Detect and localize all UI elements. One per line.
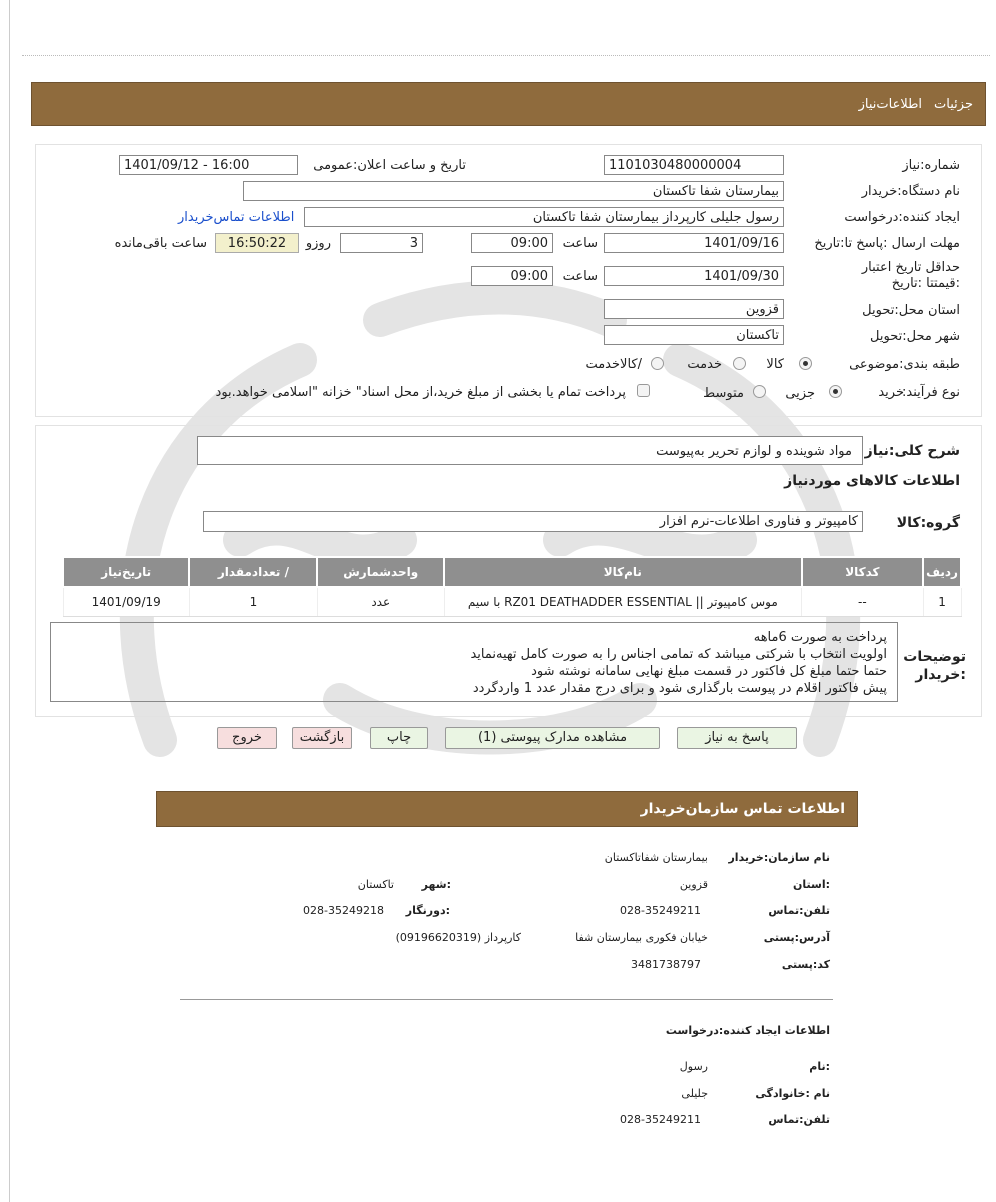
validity-label: حداقل تاریخ اعتبار :قیمتتا :تاریخ [861,260,960,291]
cell-name: موس کامپیوتر || RZ01 DEATHADDER ESSENTIAL با سیم [444,587,802,617]
cell-qty: 1 [189,587,317,617]
contact-postal-value: 3481738797 [631,958,701,971]
city-field: تاکستان [604,325,784,345]
contact-phone-value: 028-35249211 [620,904,701,917]
buyer-org-label: نام دستگاه:خریدار [861,184,960,199]
need-number-field: 1101030480000004 [604,155,784,175]
process-radio-minor[interactable] [829,385,842,398]
days-field: 3 [340,233,423,253]
category-radio-goods[interactable] [799,357,812,370]
note-line: پیش فاکتور اقلام در پیوست بارگذاری شود و برای درج مقدار عدد 1 واردگردد [472,681,887,696]
contact-section-header [156,791,858,827]
note-line: اولویت انتخاب با شرکتی میباشد که تمامی اجناس را به صورت کامل تهیه‌نماید [470,647,887,662]
contact-province-value: قزوین [679,878,708,891]
goods-group-field: کامپیوتر و فناوری اطلاعات-نرم افزار [203,511,863,532]
goods-section-title: اطلاعات کالاهای موردنیاز [784,473,960,489]
requester-phone-label: تلفن:تماس [768,1113,830,1126]
contact-province-label: :استان [793,878,830,891]
col-header-unit: واحدشمارش [317,557,444,587]
contact-org-value: بیمارستان شفاتاکستان [604,851,708,864]
contact-city-label: :شهر [421,878,451,891]
days-label: روزو [305,236,331,251]
table-row [63,587,961,617]
deadline-date-field: 1401/09/16 [604,233,784,253]
treasury-payment-note: پرداخت تمام یا بخشی از مبلغ خرید،از محل اسناد" خزانه "اسلامی خواهد.بود [215,385,626,400]
category-label: طبقه بندی:موضوعی [849,357,960,372]
buyer-org-field: بیمارستان شفا تاکستان [243,181,784,201]
process-label: نوع فرآیند: [902,385,960,400]
buyer-contact-link[interactable]: اطلاعات تماس‌خریدار [178,210,295,225]
goods-table [62,556,962,617]
exit-button[interactable]: خروج [217,727,277,749]
summary-label: شرح کلی:نیاز [864,443,960,459]
process-option-medium: متوسط [703,386,744,401]
breadcrumb-details[interactable]: جزئیات [934,96,973,112]
category-option-goods: کالا [766,357,784,372]
contact-fax-value: 028-35249218 [303,904,384,917]
validity-hour-label: ساعت [562,269,598,284]
process-radio-medium[interactable] [753,385,766,398]
col-header-code: کدکالا [802,557,923,587]
goods-group-label: گروه:کالا [896,515,960,531]
validity-time-field: 09:00 [471,266,553,286]
buyer-notes-box [50,622,898,702]
remaining-label: ساعت باقی‌مانده [114,236,207,251]
col-header-date: تاریخ‌نیاز [63,557,189,587]
announce-label: تاریخ و ساعت اعلان:عمومی [313,158,466,173]
province-field: قزوین [604,299,784,319]
cell-code: -- [802,587,923,617]
requester-phone-value: 028-35249211 [620,1113,701,1126]
contact-phone-label: تلفن:تماس [768,904,830,917]
contact-fax-label: :دورنگار [405,904,450,917]
requester-name-label: :نام [809,1060,830,1073]
col-header-row: ردیف [923,557,961,587]
requester-name-value: رسول [679,1060,708,1073]
remaining-timer: 16:50:22 [215,233,299,253]
process-buy-label: خرید [878,385,904,400]
validity-date-field: 1401/09/30 [604,266,784,286]
contact-org-label: نام سازمان:خریدار [728,851,830,864]
contact-city-value: تاکستان [357,878,394,891]
contact-postal-label: کد:پستی [781,958,830,971]
back-button[interactable]: بازگشت [292,727,352,749]
note-line: پرداخت به صورت 6ماهه [753,630,887,645]
cell-row-number: 1 [923,587,961,617]
category-radio-goods-service[interactable] [651,357,664,370]
col-header-qty: / تعدادمقدار [189,557,317,587]
requester-title: اطلاعات ایجاد کننده:درخواست [665,1024,830,1037]
contact-address-value: خیابان فکوری بیمارستان شفا [575,931,708,944]
breadcrumb-need-info[interactable]: اطلاعات‌نیاز [858,96,923,112]
contact-section-title: اطلاعات تماس سازمان‌خریدار [640,801,845,817]
process-option-minor: جزیی [785,386,815,401]
deadline-time-field: 09:00 [471,233,553,253]
cell-unit: عدد [317,587,444,617]
category-option-service: خدمت [687,357,722,372]
category-option-goods-service: /کالاخدمت [585,357,642,372]
province-label: استان محل:تحویل [862,303,960,318]
deadline-label: مهلت ارسال :پاسخ تا:تاریخ [814,236,960,251]
breadcrumb [31,82,986,126]
deadline-hour-label: ساعت [562,236,598,251]
treasury-payment-checkbox[interactable] [637,384,650,397]
requester-family-label: نام :خانوادگی [755,1087,830,1100]
category-radio-service[interactable] [733,357,746,370]
announce-field: 1401/09/12 - 16:00 [119,155,298,175]
contact-address-label: آدرس:پستی [763,931,830,944]
creator-field: رسول جلیلی کارپرداز بیمارستان شفا تاکستان [304,207,784,227]
city-label: شهر محل:تحویل [870,329,960,344]
reply-button[interactable]: پاسخ به نیاز [677,727,797,749]
contact-address-extra: کارپرداز (09196620319) [395,931,521,944]
note-line: حتما حتما مبلغ کل فاکتور در قسمت مبلغ نهایی سامانه نوشته شود [531,664,887,679]
requester-family-value: جلیلی [681,1087,708,1100]
need-number-label: شماره:نیاز [902,158,960,173]
col-header-name: نام‌کالا [444,557,802,587]
left-border-line [9,0,10,1202]
summary-field: مواد شوینده و لوازم تحریر به‌پیوست [197,436,863,465]
cell-date: 1401/09/19 [63,587,189,617]
view-attachments-button[interactable]: مشاهده مدارک پیوستی (1) [445,727,660,749]
print-button[interactable]: چاپ [370,727,428,749]
buyer-notes-label: توضیحات :خریدار [903,649,966,683]
section-divider [180,999,833,1000]
top-dotted-divider [22,55,990,56]
creator-label: ایجاد کننده:درخواست [844,210,960,225]
